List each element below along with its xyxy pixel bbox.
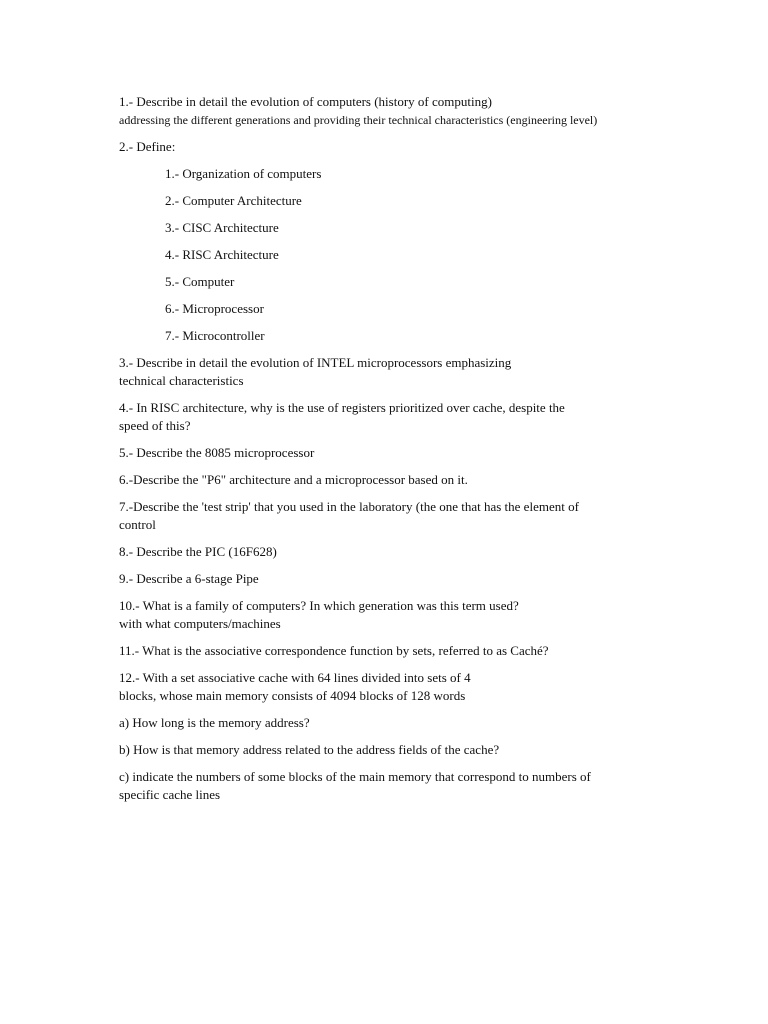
question-12-part-c-line-2: specific cache lines: [119, 787, 221, 802]
question-10-line-1: 10.- What is a family of computers? In which generation was this term used?: [119, 598, 519, 613]
question-2: [119, 138, 679, 345]
question-11: 11.- What is the associative correspondence function by sets, referred to as Caché?: [119, 643, 549, 658]
definition-item: 4.- RISC Architecture: [165, 247, 279, 262]
definition-item: 2.- Computer Architecture: [165, 193, 302, 208]
question-12-part-b: b) How is that memory address related to the address fields of the cache?: [119, 742, 500, 757]
question-5: 5.- Describe the 8085 microprocessor: [119, 445, 315, 460]
question-8: 8.- Describe the PIC (16F628): [119, 544, 277, 559]
question-10: [119, 597, 679, 633]
question-1: [119, 93, 679, 129]
question-1-line-2: addressing the different generations and providing their technical characteristics (engineering level): [119, 113, 598, 127]
question-2-title: 2.- Define:: [119, 139, 176, 154]
definition-item: 5.- Computer: [165, 274, 235, 289]
definition-item: 7.- Microcontroller: [165, 328, 265, 343]
question-9: 9.- Describe a 6-stage Pipe: [119, 571, 259, 586]
question-4-line-1: 4.- In RISC architecture, why is the use of registers prioritized over cache, despite the: [119, 400, 565, 415]
question-12-part-c-line-1: c) indicate the numbers of some blocks of the main memory that correspond to numbers of: [119, 769, 591, 784]
document-page: [119, 93, 679, 804]
question-3-line-2: technical characteristics: [119, 373, 244, 388]
definition-item: 1.- Organization of computers: [165, 166, 322, 181]
question-1-line-1: 1.- Describe in detail the evolution of computers (history of computing): [119, 94, 492, 109]
question-7-line-1: 7.-Describe the 'test strip' that you used in the laboratory (the one that has the element of: [119, 499, 579, 514]
definition-item: 3.- CISC Architecture: [165, 220, 279, 235]
definition-item: 6.- Microprocessor: [165, 301, 264, 316]
question-3-line-1: 3.- Describe in detail the evolution of INTEL microprocessors emphasizing: [119, 355, 512, 370]
question-12-part-a: a) How long is the memory address?: [119, 715, 310, 730]
question-10-line-2: with what computers/machines: [119, 616, 281, 631]
question-7-line-2: control: [119, 517, 156, 532]
question-12-line-1: 12.- With a set associative cache with 64 lines divided into sets of 4: [119, 670, 471, 685]
question-12-line-2: blocks, whose main memory consists of 4094 blocks of 128 words: [119, 688, 466, 703]
question-3: [119, 354, 679, 390]
question-4: [119, 399, 679, 435]
question-6: 6.-Describe the "P6" architecture and a microprocessor based on it.: [119, 472, 468, 487]
question-7: [119, 498, 679, 534]
question-12: [119, 669, 679, 804]
question-4-line-2: speed of this?: [119, 418, 191, 433]
